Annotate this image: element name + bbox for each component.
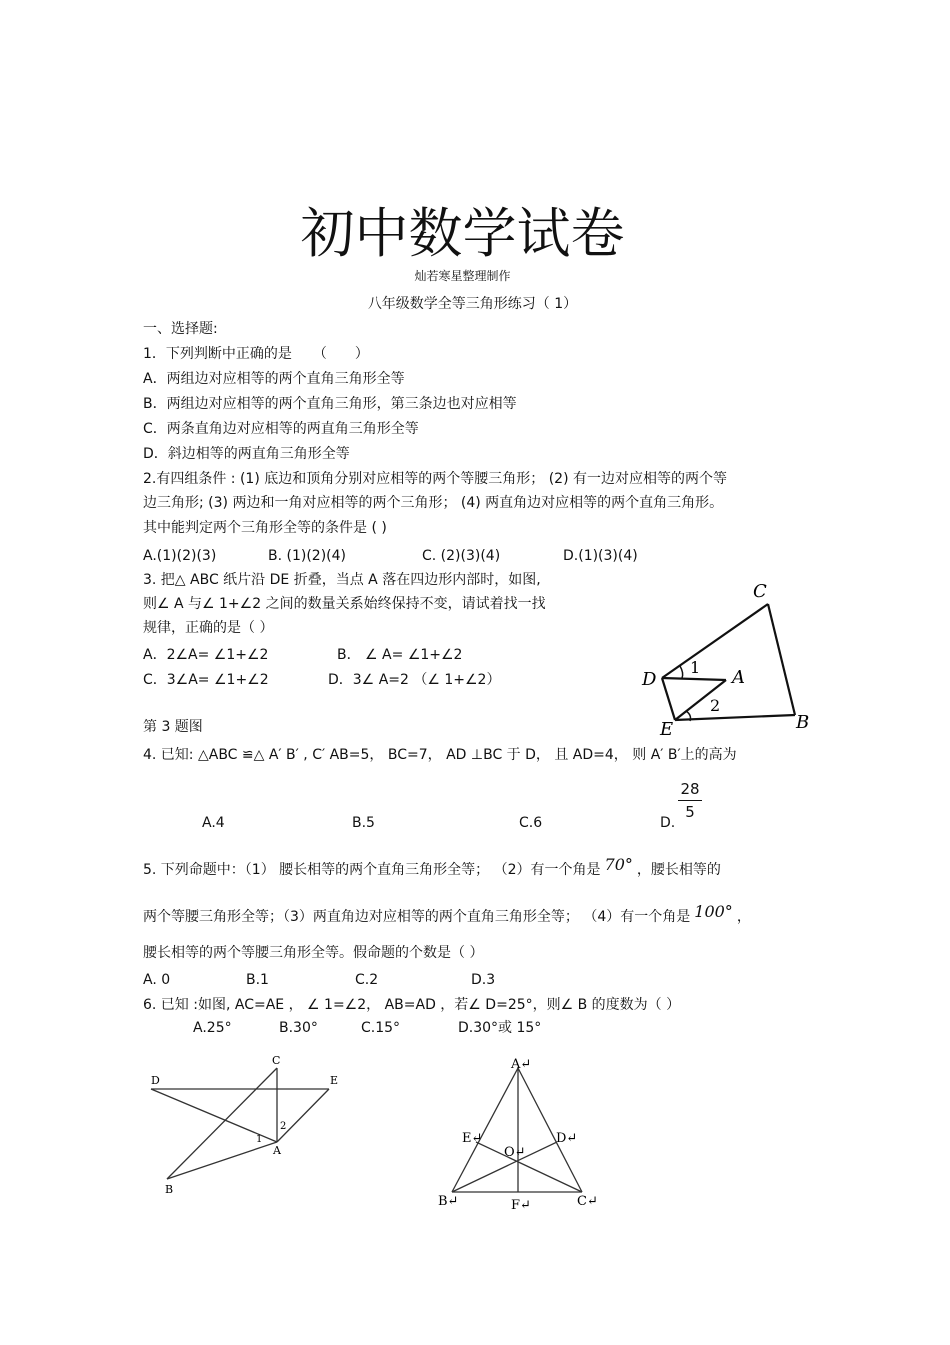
q6-right-seg-ce [476,1142,582,1192]
q4-option-d: D. [660,815,676,831]
q6-option-a: A.25° [193,1020,232,1036]
q6-right-label-d: D↵ [556,1131,578,1146]
q5-option-a: A. 0 [143,972,171,988]
q6-option-b: B.30° [279,1020,318,1036]
q5-line1-text-a: 5. 下列命题中：（1） 腰长相等的两个直角三角形全等； （2）有一个角是 [143,862,601,878]
q2-option-b: B. (1)(2)(4) [268,548,346,564]
q5-line2 [143,902,751,926]
q3-label-c: C [753,581,767,602]
q6-left-label-c: C [272,1054,281,1067]
q3-option-d: D．3∠ A=2 （∠ 1+∠2） [328,672,501,688]
q6-stem: 6. 已知 :如图, AC=AE ， ∠ 1=∠2， AB=AD ，若∠ D=25°，则∠ B 的度数为（ ） [143,997,681,1013]
q4-fraction-denominator: 5 [685,803,695,821]
q3-figure [640,575,820,737]
q3-line1: 3. 把△ ABC 纸片沿 DE 折叠，当点 A 落在四边形内部时，如图, [143,572,541,588]
q3-option-c: C．3∠A= ∠1+∠2 [143,672,269,688]
q6-left-label-2: 2 [280,1121,287,1132]
q4-fraction-bar [678,800,702,801]
q6-left-label-1: 1 [256,1134,263,1145]
q5-line2-text-a: 两个等腰三角形全等；（3）两直角边对应相等的两个直角三角形全等； （4）有一个角是 [143,909,691,925]
q5-angle-70: 70° [604,855,633,874]
q4-option-a: A.4 [202,815,225,831]
q6-figure-right [430,1048,610,1218]
q3-label-1: 1 [690,658,701,677]
q6-option-d: D.30°或 15° [458,1020,542,1036]
q5-option-d: D.3 [471,972,496,988]
q5-line1-text-b: ，腰长相等的 [636,862,721,878]
q3-line3: 规律，正确的是（ ） [143,620,274,636]
q6-left-seg-ba [167,1142,277,1179]
q3-seg-ed [662,678,675,720]
q3-label-e: E [660,719,674,737]
q4-fraction [678,780,702,821]
q6-right-seg-ab [452,1068,518,1192]
q6-left-label-d: D [151,1074,160,1087]
q5-angle-100: 100° [694,902,733,921]
q6-right-label-f: F↵ [511,1198,531,1213]
q4-stem: 4. 已知: △ABC ≌△ A′ B′ , C′ AB=5， BC=7， AD ⊥BC 于 D， 且 AD=4， 则 A′ B′上的高为 [143,747,737,763]
q2-line3: 其中能判定两个三角形全等的条件是 ( ) [143,520,387,536]
q6-left-label-a: A [273,1144,281,1157]
q1-option-b: B．两组边对应相等的两个直角三角形，第三条边也对应相等 [143,396,517,412]
q6-right-label-o: O↵ [504,1145,526,1160]
q6-left-seg-ea [277,1089,329,1142]
q5-line1 [143,855,721,879]
main-title: 初中数学试卷 [300,202,625,265]
q3-line2: 则∠ A 与∠ 1+∠2 之间的数量关系始终保持不变，请试着找一找 [143,596,546,612]
worksheet-subtitle: 八年级数学全等三角形练习（ 1） [367,296,578,312]
q2-option-a: A.(1)(2)(3) [143,548,217,564]
author-line: 灿若寒星整理制作 [414,269,511,283]
q3-option-b: B． ∠ A= ∠1+∠2 [337,647,463,663]
q1-stem: 1．下列判断中正确的是 （ ） [143,346,369,362]
q1-option-c: C．两条直角边对应相等的两直角三角形全等 [143,421,419,437]
q4-fraction-numerator: 28 [680,780,700,798]
q6-right-label-c: C↵ [577,1194,598,1209]
q4-option-b: B.5 [352,815,375,831]
q3-seg-dc [662,604,768,678]
q6-figure-left [145,1050,350,1200]
q6-right-label-e: E↵ [462,1131,483,1146]
q5-option-b: B.1 [246,972,269,988]
q3-figure-caption: 第 3 题图 [143,719,203,735]
q3-label-a: A [732,667,745,688]
q3-label-b: B [796,712,810,733]
q2-line2: 边三角形; (3) 两边和一角对应相等的两个三角形； (4) 两直角边对应相等的两个直角三角形。 [143,495,724,511]
q2-option-d: D.(1)(3)(4) [563,548,638,564]
q6-right-label-a: A↵ [511,1057,532,1072]
q2-line1: 2.有四组条件 : (1) 底边和顶角分别对应相等的两个等腰三角形； (2) 有一边对应相等的两个等 [143,471,727,487]
q3-seg-cb [768,604,795,715]
q5-line2-text-b: ， [736,909,751,925]
q3-option-a: A．2∠A= ∠1+∠2 [143,647,269,663]
q4-option-c: C.6 [519,815,543,831]
q3-seg-be [675,715,795,720]
q6-right-label-b: B↵ [438,1194,459,1209]
q5-line3: 腰长相等的两个等腰三角形全等。假命题的个数是（ ） [143,945,484,961]
q3-angle1-arc [680,666,683,678]
q6-left-seg-cb [167,1068,277,1179]
section-heading: 一、选择题: [143,321,218,337]
q6-right-seg-ac [518,1068,582,1192]
q5-option-c: C.2 [355,972,379,988]
q2-option-c: C. (2)(3)(4) [422,548,501,564]
q3-seg-da [662,678,726,680]
q1-option-d: D．斜边相等的两直角三角形全等 [143,446,350,462]
q6-left-label-b: B [165,1183,174,1196]
q1-option-a: A．两组边对应相等的两个直角三角形全等 [143,371,405,387]
q6-left-label-e: E [330,1074,339,1087]
q6-option-c: C.15° [361,1020,401,1036]
q3-label-d: D [642,669,657,690]
q3-label-2: 2 [710,696,721,715]
